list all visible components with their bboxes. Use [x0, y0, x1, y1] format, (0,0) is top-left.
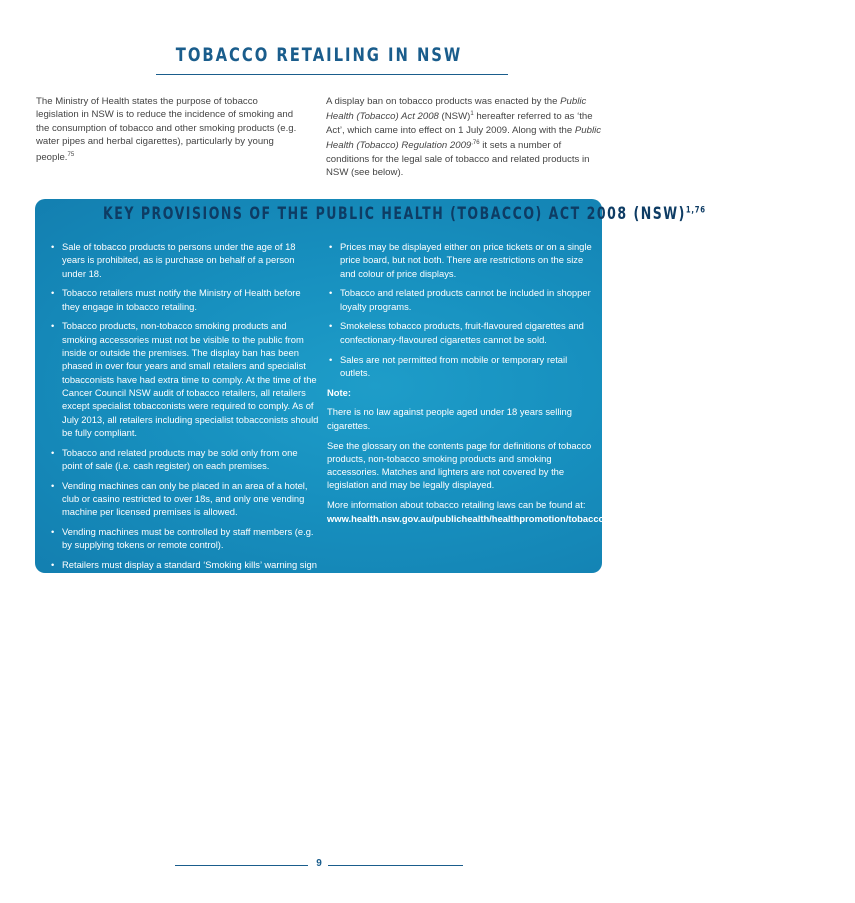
intro-right-column: [326, 95, 601, 180]
intro-right-text-4: it sets a number of conditions for the legal sale of tobacco and related products in NSW (see below).: [326, 140, 590, 179]
footer-divider-left: [175, 865, 308, 866]
list-item-text: Retailers must display a standard ‘Smoking kills’ warning sign and a notice that it is illegal to sell tobacco products to persons under 18.: [62, 559, 317, 597]
bullet-icon: •: [51, 559, 55, 571]
intro-right-text-3: hereafter referred to as ‘the Act’, which came into effect on 1 July 2009. Along with the: [326, 111, 593, 136]
list-item-text: Tobacco retailers must notify the Ministry of Health before they engage in tobacco retailing.: [62, 287, 301, 312]
info-link[interactable]: www.health.nsw.gov.au/publichealth/healthpromotion/tobacco/information_for_tobacco_retailers_and_consumers.asp: [327, 512, 855, 524]
note-section: [327, 386, 855, 525]
note-paragraph: [327, 498, 855, 525]
list-item: [49, 558, 319, 598]
page-number: 9: [316, 858, 322, 869]
list-item: [49, 240, 319, 280]
title-divider: [156, 74, 508, 75]
list-item: [49, 446, 319, 473]
reference-marker: 1: [470, 111, 474, 118]
provisions-right-column: [327, 240, 855, 531]
list-item: [49, 286, 319, 313]
bullet-icon: •: [51, 526, 55, 538]
bullet-icon: •: [51, 241, 55, 252]
provisions-left-list: [49, 240, 319, 598]
list-item-text: Tobacco products, non-tobacco smoking products and smoking accessories must not be visible to the public from inside or outside the premises. The display ban has been phased in over four years and small retailers and specialist tobacconists have had extra time to comply. At the time of the Cancer Council NSW audit of tobacco retailers, all retailers except specialist tobacconists were required to comply. As of July 2013, all retailers including specialist tobacconists should be fully compliant.: [62, 320, 319, 438]
intro-left-column: [36, 95, 301, 164]
bullet-icon: •: [51, 446, 55, 458]
bullet-icon: •: [51, 479, 55, 491]
list-item: [327, 240, 593, 280]
list-item-text: Prices may be displayed either on price tickets or on a single price board, but not both. There are restrictions on the size and colour of price displays.: [340, 241, 592, 279]
intro-right-text-2: (NSW): [438, 111, 471, 123]
note-paragraph-text: More information about tobacco retailing laws can be found at:: [327, 499, 586, 511]
intro-right-text-1: A display ban on tobacco products was enacted by the: [326, 96, 561, 107]
bullet-icon: •: [329, 241, 333, 252]
regulation-name: Public Health (Tobacco) Regulation 2009: [326, 125, 602, 152]
list-item: [327, 353, 593, 380]
list-item: [327, 286, 593, 313]
list-item: [327, 319, 593, 346]
list-item-text: Sales are not permitted from mobile or temporary retail outlets.: [340, 353, 568, 378]
act-name: Public Health (Tobacco) Act 2008: [326, 96, 587, 123]
intro-right-paragraph: [326, 95, 601, 180]
list-item-text: Vending machines must be controlled by staff members (e.g. by supplying tokens or remote control).: [62, 526, 314, 551]
intro-left-text: The Ministry of Health states the purpose of tobacco legislation in NSW is to reduce the incidence of smoking and the consumption of tobacco and other smoking products (e.g. water pipes and herbal cigarettes), particularly by young people.: [36, 96, 297, 163]
panel-title-text: KEY PROVISIONS OF THE PUBLIC HEALTH (TOBACCO) ACT 2008 (NSW): [103, 204, 686, 223]
panel-title: [103, 204, 706, 223]
note-paragraph: There is no law against people aged under 18 years selling cigarettes.: [327, 406, 572, 431]
reference-marker: 75: [67, 151, 75, 158]
footer-divider-right: [328, 865, 463, 866]
list-item-text: Smokeless tobacco products, fruit-flavoured cigarettes and confectionary-flavoured cigarettes cannot be sold.: [340, 320, 584, 345]
note-heading: Note:: [327, 386, 351, 398]
bullet-icon: •: [51, 287, 55, 299]
bullet-icon: •: [329, 353, 333, 365]
list-item: [49, 525, 319, 552]
provisions-left-column: [49, 240, 319, 605]
list-item-text: Sale of tobacco products to persons under the age of 18 years is prohibited, as is purchase on behalf of a person under 18.: [62, 241, 296, 279]
reference-marker: ,76: [471, 140, 480, 147]
provisions-right-list: [327, 240, 593, 379]
list-item-text: Vending machines can only be placed in an area of a hotel, club or casino restricted to over 18s, and only one vending machine per licensed premises is allowed.: [62, 479, 308, 518]
bullet-icon: •: [51, 320, 55, 332]
page-title: TOBACCO RETAILING IN NSW: [175, 44, 463, 66]
list-item: [49, 479, 319, 519]
list-item: [49, 319, 319, 439]
panel-title-reference: 1,76: [685, 205, 706, 216]
bullet-icon: •: [329, 320, 333, 332]
key-provisions-panel: [35, 199, 855, 597]
note-paragraph: See the glossary on the contents page for definitions of tobacco products, non-tobacco smoking products and smoking accessories. Matches and lighters are not covered by the legislation and may be legally displayed.: [327, 439, 592, 491]
bullet-icon: •: [329, 287, 333, 299]
list-item-text: Tobacco and related products cannot be included in shopper loyalty programs.: [340, 287, 591, 312]
intro-left-paragraph: [36, 95, 301, 164]
list-item-text: Tobacco and related products may be sold only from one point of sale (i.e. cash register) on each premises.: [62, 446, 298, 471]
